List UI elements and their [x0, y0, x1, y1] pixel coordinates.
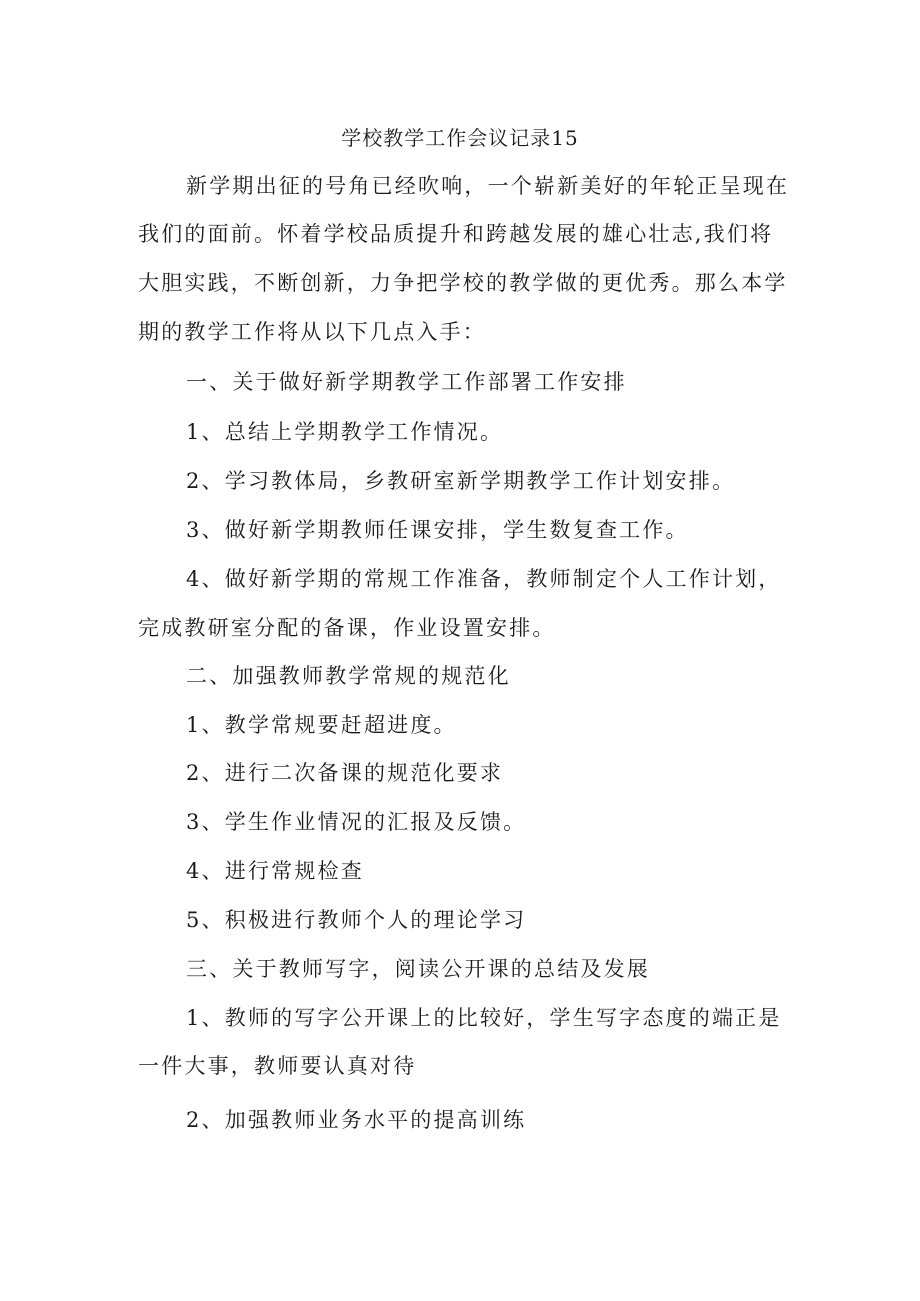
paragraph-line: 大胆实践，不断创新，力争把学校的教学做的更优秀。那么本学	[138, 271, 788, 295]
list-item: 2、进行二次备课的规范化要求	[186, 761, 504, 785]
list-item-continuation: 完成教研室分配的备课，作业设置安排。	[138, 616, 556, 640]
section-heading: 二、加强教师教学常规的规范化	[186, 664, 511, 688]
section-heading: 一、关于做好新学期教学工作部署工作安排	[186, 370, 627, 394]
paragraph-line: 我们的面前。怀着学校品质提升和跨越发展的雄心壮志,我们将	[138, 222, 774, 246]
list-item: 2、加强教师业务水平的提高训练	[186, 1108, 527, 1132]
list-item: 1、总结上学期教学工作情况。	[186, 420, 504, 444]
section-heading: 三、关于教师写字，阅读公开课的总结及发展	[186, 957, 650, 981]
list-item: 4、做好新学期的常规工作准备，教师制定个人工作计划，	[186, 567, 782, 591]
list-item: 2、学习教体局，乡教研室新学期教学工作计划安排。	[186, 469, 736, 493]
list-item: 3、学生作业情况的汇报及反馈。	[186, 810, 527, 834]
list-item: 5、积极进行教师个人的理论学习	[186, 908, 527, 932]
list-item: 4、进行常规检查	[186, 859, 364, 883]
list-item: 1、教师的写字公开课上的比较好，学生写字态度的端正是	[186, 1006, 782, 1030]
list-item-continuation: 一件大事，教师要认真对待	[138, 1054, 417, 1078]
paragraph-line: 期的教学工作将从以下几点入手：	[138, 320, 486, 344]
paragraph-line: 新学期出征的号角已经吹响，一个崭新美好的年轮正呈现在	[186, 174, 790, 198]
list-item: 1、教学常规要赶超进度。	[186, 713, 457, 737]
document-title: 学校教学工作会议记录15	[341, 126, 579, 150]
list-item: 3、做好新学期教师任课安排，学生数复查工作。	[186, 518, 689, 542]
